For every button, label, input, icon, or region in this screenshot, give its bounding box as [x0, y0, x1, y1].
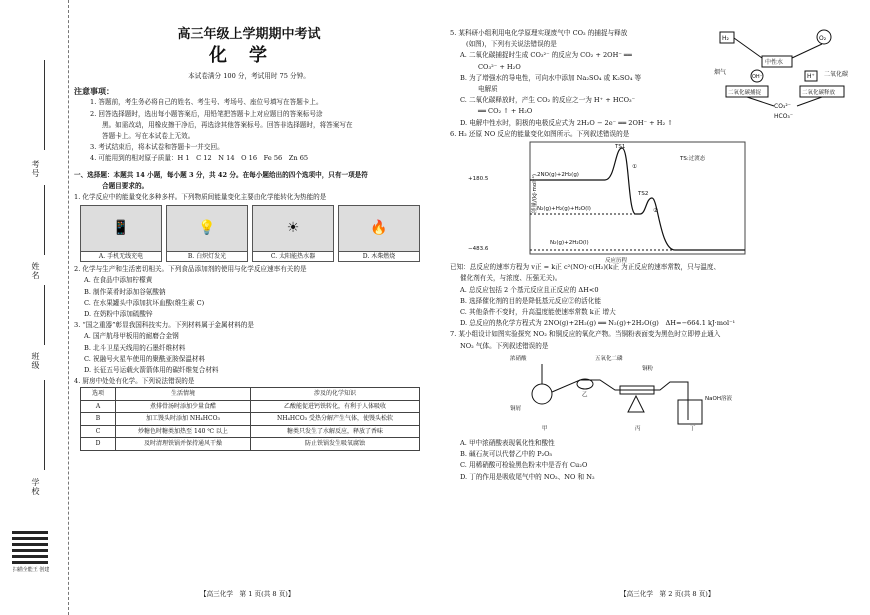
ts2-label: TS2 [638, 191, 649, 198]
release-label: 二氧化碳释放 [802, 90, 836, 96]
q5-line: 5. 某科研小组利用电化学原理实现废气中 CO₂ 的捕捉与释放 [450, 29, 628, 37]
q7-option: B. 碱石灰可以代替乙中的 P₂O₅ [460, 450, 553, 459]
binding-label-class: 班级 [31, 352, 40, 370]
q5-text [450, 28, 720, 118]
table-cell: C [81, 425, 116, 437]
y-top-value: +180.5 [468, 176, 489, 183]
q1-caption: C. 太阳能热水器 [253, 251, 333, 261]
q7-apparatus [510, 352, 770, 434]
binding-label-school: 学校 [31, 478, 40, 496]
capture-label: 二氧化碳捕捉 [728, 90, 762, 96]
beaker [678, 400, 702, 424]
notice-item: 黑。如需改动，用橡皮擦干净后，再选涂其他答案标号。回答非选择题时，将答案写在 [102, 120, 353, 129]
q3-option: D. 长征五号运载火箭箭体用的碳纤维复合材料 [84, 366, 219, 375]
flue-label: 烟气 [714, 69, 727, 76]
q3-stem: 3. “国之重器”彰显我国科技实力。下列材料属于金属材料的是 [74, 321, 254, 330]
q6-energy-diagram [468, 140, 750, 265]
table-cell: 糖类只发生了水解反应，释放了香味 [251, 425, 420, 437]
footer-right: 【高三化学 第 2 页(共 8 页)】 [620, 590, 715, 598]
q3-option: C. 祝融号火星车使用的聚酰亚胺保温材料 [84, 354, 206, 363]
state2-label: N₂(g)+H₂(g)+H₂O(l) [537, 206, 591, 213]
q6-stem: 6. H₂ 还原 NO 反应的能量变化如图所示。下列叙述错误的是 [450, 129, 630, 138]
qr-caption: 扫描全能王 创建 [12, 567, 50, 573]
notice-heading: 注意事项： [74, 86, 114, 97]
binding-label-name: 姓名 [31, 262, 40, 280]
cu-label: 铜屑 [510, 405, 522, 412]
q5-line: 电解质 [478, 85, 498, 94]
table-cell: D [81, 438, 116, 450]
q6-option: B. 选择催化剂的目的是降低基元反应②的活化能 [460, 296, 601, 305]
ts1-label: TS1 [615, 144, 626, 151]
table-cell: NH₄HCO₃ 受热分解产生气体，使馒头松软 [251, 413, 420, 425]
step2-label: ② [653, 208, 658, 215]
q5-line: CO₃²⁻ + H₂O [478, 62, 521, 71]
footer-left: 【高三化学 第 1 页(共 8 页)】 [200, 590, 295, 598]
table-header-row [81, 388, 420, 400]
q1-image-b [166, 205, 248, 262]
q7-option: A. 甲中浓硝酸表现氧化性和酸性 [460, 439, 555, 448]
q6-option: C. 其他条件不变时，升高温度能使速率常数 k正 增大 [460, 308, 616, 317]
table-row [81, 438, 420, 450]
flask [532, 384, 552, 404]
label-ding: 丁 [690, 425, 696, 432]
hco3-label: HCO₃⁻ [774, 113, 793, 120]
q7-line: NO₂ 气体。下列叙述错误的是 [460, 341, 549, 350]
label-yi: 乙 [582, 391, 588, 398]
q5-line: (如图)，下列有关说法错误的是 [466, 40, 557, 49]
q5-option: D. 电解中性水时，阴极的电极反应式为 2H₂O − 2e⁻ ══ 2OH⁻ + H₂ ↑ [460, 118, 673, 127]
table-row [81, 400, 420, 412]
x-axis-label: 反应历程 [605, 258, 628, 265]
label-bing: 丙 [635, 425, 641, 432]
table-header: 生活情境 [116, 388, 251, 400]
notice-item: 2. 回答选择题时，选出每小题答案后，用铅笔把答题卡上对应题目的答案标号涂 [90, 109, 323, 118]
q1-stem: 1. 化学反应中的能量变化多种多样。下列物质间能量变化主要由化学能转化为热能的是 [74, 193, 327, 202]
notice-item: 4. 可能用到的相对原子质量：H 1 C 12 N 14 O 16 Fe 56 Zn 65 [90, 154, 309, 163]
notice-item: 3. 考试结束后，将本试卷和答题卡一并交回。 [90, 143, 224, 152]
table-cell: 加工馒头时添加 NH₄HCO₃ [116, 413, 251, 425]
section-heading: 一、选择题：本题共 14 小题，每小题 3 分，共 42 分。在每小题给出的四个选项中，只有一项是符 [74, 170, 368, 179]
exam-info: 本试卷满分 100 分，考试用时 75 分钟。 [188, 72, 310, 80]
table-header: 涉及的化学知识 [251, 388, 420, 400]
binding-line [44, 60, 45, 150]
table-row [81, 413, 420, 425]
q5-diagram [712, 28, 852, 128]
table-header: 选项 [81, 388, 116, 400]
q1-image-c [252, 205, 334, 262]
q7-option: D. 丁的作用是吸收尾气中的 NO₂、NO 和 N₂ [460, 472, 595, 481]
q5-option: C. 二氧化碳释放时，产生 CO₂ 的反应之一为 H⁺ + HCO₃⁻ [460, 96, 636, 105]
acid-label: 浓硝酸 [510, 355, 527, 362]
table-cell: A [81, 400, 116, 412]
binding-line [44, 185, 45, 255]
q7-option: C. 用稀硝酸可检验黑色粉末中是否有 Cu₂O [460, 461, 588, 470]
q6-note: 已知：总反应的速率方程为 v正 = k正 c²(NO)·c(H₂)(k正 为正反应的速率常数，只与温度、 [450, 263, 721, 272]
q1-image-d [338, 205, 420, 262]
q1-images [80, 205, 424, 262]
ts-note: TS:过渡态 [680, 156, 706, 163]
notice-item: 答题卡上。写在本试卷上无效。 [102, 132, 195, 141]
table-cell: 煮排骨汤时添加少量食醋 [116, 400, 251, 412]
q1-caption: A. 手机无线充电 [81, 251, 161, 261]
right-column [450, 28, 855, 483]
binding-label-exam-no: 考号 [31, 160, 40, 178]
fire-icon: 🔥 [339, 206, 419, 251]
o2-label: O₂ [819, 35, 827, 42]
state3-label: N₂(g)+2H₂O(l) [550, 240, 589, 247]
q5-line: ══ CO₂ ↑ + H₂O [478, 107, 533, 116]
phone-icon: 📱 [81, 206, 161, 251]
q2-stem: 2. 化学与生产和生活密切相关。下列食品添加剂的使用与化学反应速率有关的是 [74, 265, 307, 274]
q3-option: B. 北斗卫星天线用的石墨纤维材料 [84, 343, 186, 352]
out-label: 二氧化碳 [824, 71, 849, 78]
q6-option: A. 总反应包括 2 个基元反应且正反应的 ΔH<0 [460, 285, 599, 294]
q3-option: A. 国产航母甲板用的耐磨合金钢 [84, 332, 179, 341]
q2-option: A. 在食品中添加柠檬黄 [84, 276, 153, 285]
y-bottom-value: −483.6 [468, 246, 489, 253]
section-heading-cont: 合题目要求的。 [102, 181, 149, 190]
exam-subject: 化学 [209, 45, 289, 66]
q6-note-cont: 催化剂有关，与浓度、压强无关)。 [460, 274, 562, 283]
q4-table [80, 387, 420, 450]
table-cell: 乙酸能促进钙铁转化，有利于人体吸收 [251, 400, 420, 412]
tubing [542, 364, 688, 420]
label-jia: 甲 [542, 425, 548, 432]
q2-option: B. 制作菜肴时添加谷氨酸钠 [84, 287, 166, 296]
y-axis-label: 能量/(kJ·mol⁻¹) [532, 173, 538, 214]
burner [628, 396, 644, 412]
q1-caption: D. 木柴燃烧 [339, 251, 419, 261]
table-cell: 防止铁锅发生吸氧腐蚀 [251, 438, 420, 450]
q2-option: C. 在水果罐头中添加抗坏血酸(维生素 C) [84, 298, 205, 307]
q2-option: D. 在奶粉中添加硫酸锌 [84, 310, 153, 319]
co3-label: CO₃²⁻ [774, 103, 791, 110]
table-cell: 炒糖色时糖类加热至 140 ℃ 以上 [116, 425, 251, 437]
q5-option: B. 为了增强水的导电性，可向水中添加 Na₂SO₄ 或 K₂SO₄ 等 [460, 73, 642, 82]
q1-image-a [80, 205, 162, 262]
q7-line: 7. 某小组设计如图实验探究 NO₂ 和铜反应的氧化产物。当铜粉表面变为黑色时立即停止通入 [450, 330, 721, 339]
binding-line [44, 285, 45, 345]
binding-line [44, 380, 45, 470]
q1-caption: B. 白炽灯发光 [167, 251, 247, 261]
q6-option: D. 总反应的热化学方程式为 2NO(g)+2H₂(g) ══ N₂(g)+2H₂O(g) ΔH=−664.1 kJ·mol⁻¹ [460, 319, 736, 328]
q4-stem: 4. 厨房中处处有化学。下列说法错误的是 [74, 377, 195, 386]
q5-option: A. 二氧化碳捕捉时生成 CO₃²⁻ 的反应为 CO₂ + 2OH⁻ ══ [460, 51, 632, 60]
step1-label: ① [632, 164, 637, 171]
copper-label: 铜粉 [642, 365, 654, 372]
h2-label: H₂ [722, 35, 729, 42]
water-label: 中性水 [765, 59, 784, 66]
notice-item: 1. 答题前，考生务必将自己的姓名、考生号、考场号、座位号填写在答题卡上。 [90, 98, 323, 107]
h-label: H⁺ [807, 73, 815, 80]
binding-margin [0, 0, 69, 615]
solar-icon: ☀ [253, 206, 333, 251]
table-cell: 及时清理铁锅并保持通风干燥 [116, 438, 251, 450]
naoh-label: NaOH溶液 [705, 395, 732, 402]
bulb-icon: 💡 [167, 206, 247, 251]
state1-label: 2NO(g)+2H₂(g) [537, 172, 579, 179]
p2o5-label: 五氧化二磷 [595, 355, 623, 362]
qr-code [12, 528, 48, 564]
exam-title: 高三年级上学期期中考试 [177, 27, 321, 42]
diagram-frame [530, 142, 745, 254]
oh-label: OH⁻ [752, 74, 763, 80]
table-row [81, 425, 420, 437]
table-cell: B [81, 413, 116, 425]
energy-curve [530, 148, 745, 250]
left-column [74, 26, 424, 451]
